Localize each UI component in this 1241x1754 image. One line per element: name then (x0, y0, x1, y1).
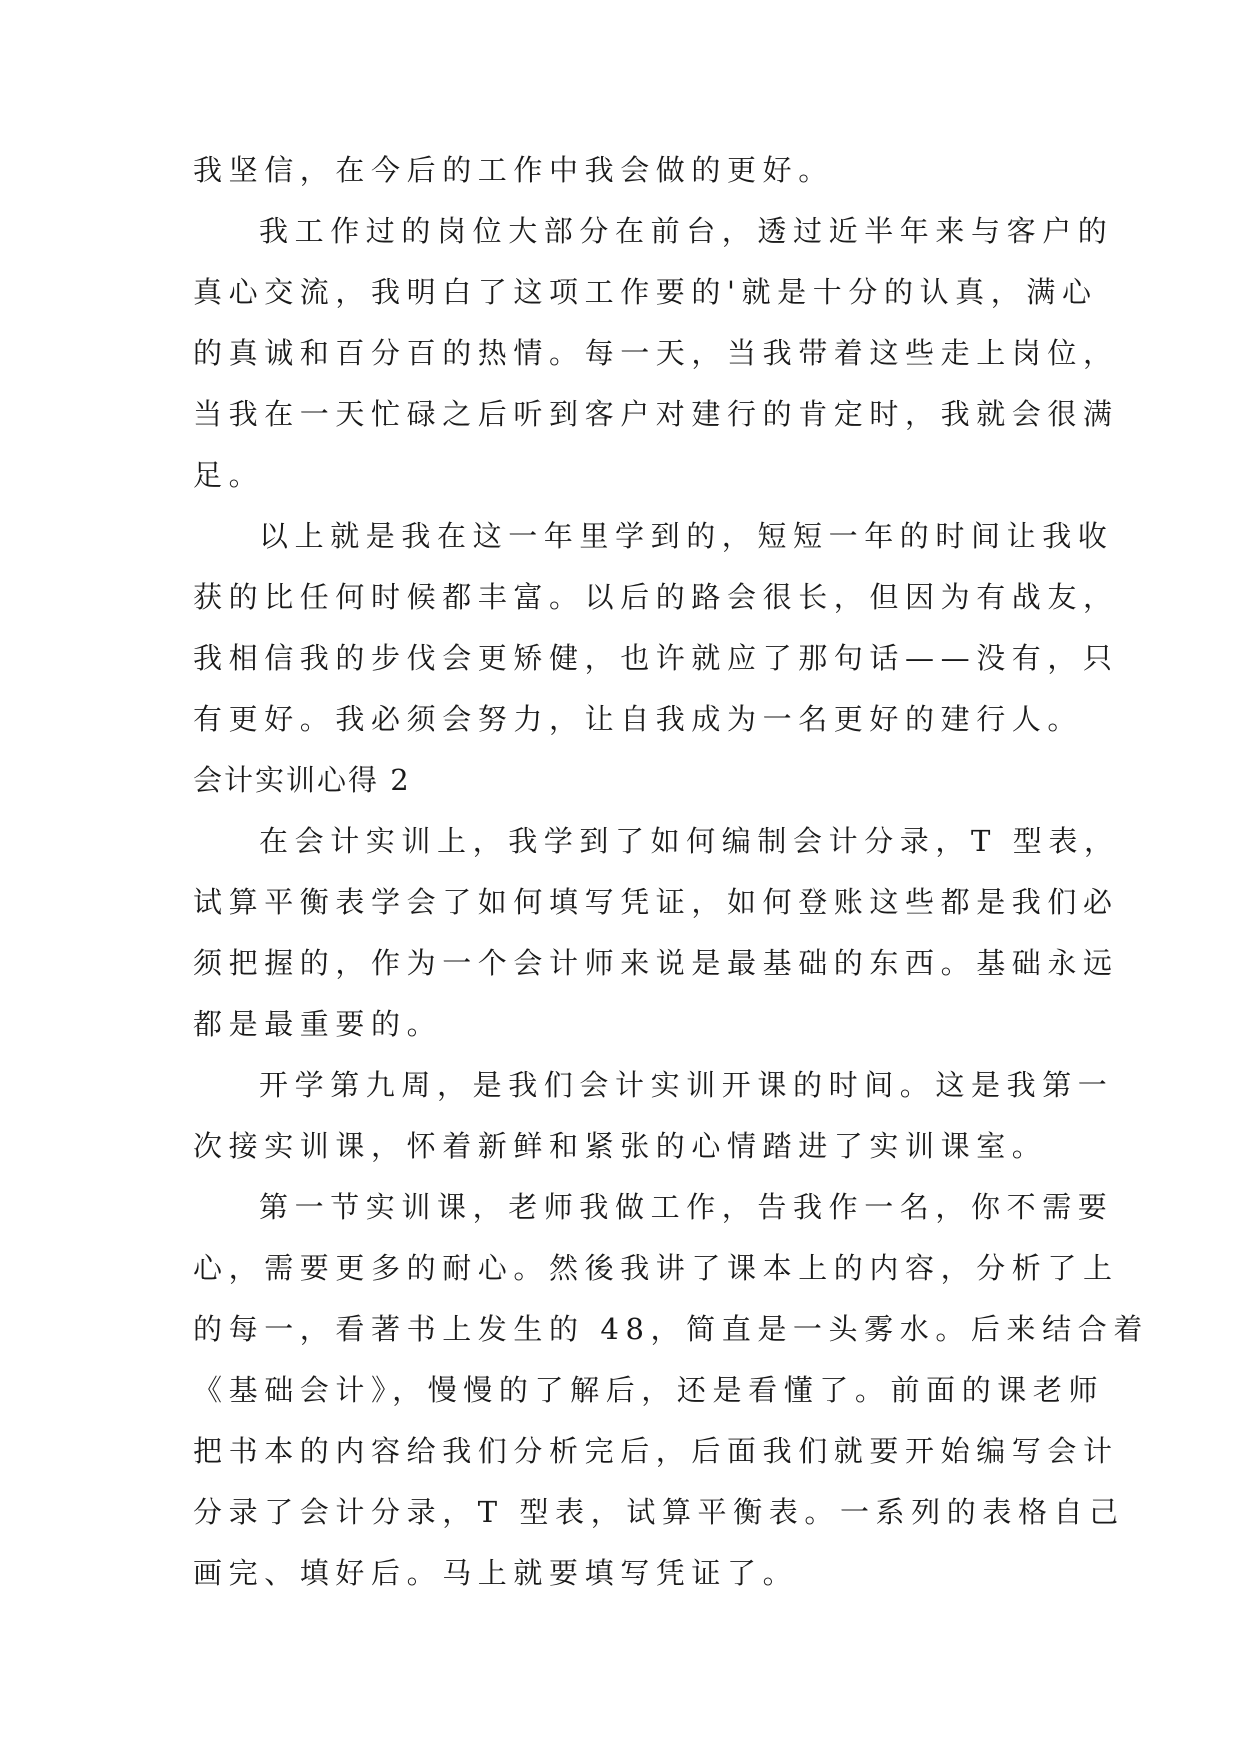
paragraph (193, 1055, 1114, 1177)
paragraph (193, 140, 1053, 201)
text-line: 《基础会计》，慢慢的了解后，还是看懂了。前面的课老师 (193, 1373, 1105, 1407)
text-line: 的真诚和百分百的热情。每一天，当我带着这些走上岗位， (193, 336, 1119, 370)
text-line: 画完、填好后。马上就要填写凭证了。 (193, 1556, 799, 1590)
text-line: 开学第九周，是我们会计实训开课的时间。这是我第一 (259, 1068, 1114, 1102)
text-line: 有更好。我必须会努力，让自我成为一名更好的建行人。 (193, 702, 1084, 736)
text-line: 我坚信，在今后的工作中我会做的更好。 (193, 153, 834, 187)
text-line: 的每一，看著书上发生的 48，简直是一头雾水。后来结合着 (193, 1312, 1149, 1346)
text-line: 分录了会计分录，T 型表，试算平衡表。一系列的表格自己 (193, 1495, 1125, 1529)
text-line: 当我在一天忙碌之后听到客户对建行的肯定时，我就会很满 (193, 397, 1119, 431)
text-line: 在会计实训上，我学到了如何编制会计分录，T 型表， (259, 824, 1120, 858)
text-line: 试算平衡表学会了如何填写凭证，如何登账这些都是我们必 (193, 885, 1119, 919)
text-line: 第一节实训课，老师我做工作，告我作一名，你不需要 (259, 1190, 1114, 1224)
section-heading: 会计实训心得 2 (193, 763, 411, 797)
text-line: 我工作过的岗位大部分在前台，透过近半年来与客户的 (259, 214, 1114, 248)
text-line: 把书本的内容给我们分析完后，后面我们就要开始编写会计 (193, 1434, 1119, 1468)
text-line: 都是最重要的。 (193, 1007, 443, 1041)
text-line: 我相信我的步伐会更矫健，也许就应了那句话——没有，只 (193, 641, 1119, 675)
paragraph (193, 506, 1119, 750)
text-line: 以上就是我在这一年里学到的，短短一年的时间让我收 (259, 519, 1114, 553)
paragraph (193, 811, 1120, 1055)
text-line: 须把握的，作为一个会计师来说是最基础的东西。基础永远 (193, 946, 1119, 980)
text-line: 次接实训课，怀着新鲜和紧张的心情踏进了实训课室。 (193, 1129, 1048, 1163)
text-line: 心，需要更多的耐心。然後我讲了课本上的内容，分析了上 (193, 1251, 1119, 1285)
text-line: 足。 (193, 458, 265, 492)
paragraph (193, 201, 1119, 506)
text-line: 获的比任何时候都丰富。以后的路会很长，但因为有战友， (193, 580, 1119, 614)
document-page (193, 140, 1149, 1604)
paragraph (193, 1177, 1149, 1604)
text-line: 真心交流，我明白了这项工作要的'就是十分的认真，满心 (193, 275, 1098, 309)
